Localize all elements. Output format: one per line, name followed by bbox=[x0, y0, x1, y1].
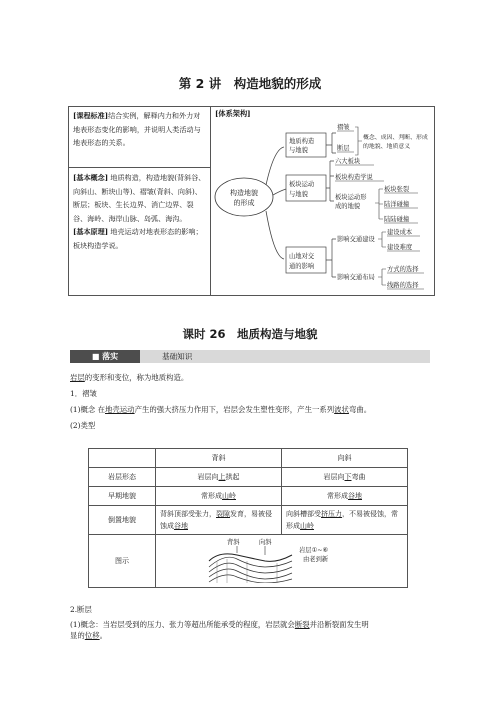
fold-diagram bbox=[207, 537, 357, 583]
p3-c: 显的 bbox=[70, 631, 85, 640]
p1-a: (1)概念 在 bbox=[70, 405, 105, 414]
table-cell: 岩层向上拱起 bbox=[156, 468, 282, 487]
table-cell: 常形成山岭 bbox=[156, 487, 282, 506]
section-tag: ■ 落实 bbox=[70, 350, 140, 363]
table-cell: 岩层形态 bbox=[89, 468, 156, 487]
table-cell: 岩层向下弯曲 bbox=[282, 468, 408, 487]
link-b1 bbox=[266, 147, 284, 185]
b2b: 板块构造学说 bbox=[335, 174, 373, 181]
table-header-anticline: 背斜 bbox=[156, 449, 282, 468]
b3b1: 方式的选择 bbox=[387, 266, 419, 273]
p3-d: 。 bbox=[99, 631, 107, 640]
fig-syncline: 向斜 bbox=[258, 539, 272, 546]
intro-paragraph bbox=[70, 372, 188, 383]
fig-old-to-new: 由老到新 bbox=[302, 556, 328, 563]
table-row bbox=[89, 506, 408, 535]
section-bar bbox=[70, 350, 430, 363]
b1note-1: 概念、成因、判断、形成 bbox=[363, 135, 428, 141]
b2c3: 陆陆碰撞 bbox=[384, 216, 410, 223]
fold-diagram-cell bbox=[156, 535, 408, 588]
table-row bbox=[89, 535, 408, 588]
link-b3 bbox=[266, 211, 284, 259]
table-cell: 向斜槽部受挤压力，不易被侵蚀，常形成山岭 bbox=[282, 506, 408, 535]
concept-text: 地质构造，构造地貌(背斜谷、向斜山、断块山等)、褶皱(背斜、向斜)、断层；板块、生长边界、消亡边界、裂谷、海岭、海岸山脉、岛弧、海沟。 bbox=[73, 173, 206, 223]
link-b2 bbox=[273, 189, 286, 195]
b1note-2: 的地貌、地质意义 bbox=[363, 144, 411, 150]
center-node bbox=[215, 178, 273, 216]
p1-u2: 波状 bbox=[334, 405, 349, 414]
intro-text: 的变形和变位，称为地质构造。 bbox=[84, 373, 189, 382]
b3-line-2: 通的影响 bbox=[289, 263, 315, 270]
fold-types-heading: (2)类型 bbox=[70, 421, 96, 430]
standard-text: 结合实例，解释内力和外力对地表形态变化的影响，并说明人类活动与地表形态的关系。 bbox=[73, 111, 201, 148]
fig-anticline: 背斜 bbox=[226, 539, 240, 546]
concept-label: [基本概念] bbox=[73, 173, 109, 182]
principle-label: [基本原理] bbox=[73, 227, 109, 237]
heading-folds: 1．褶皱 bbox=[70, 389, 97, 398]
intro-underlined: 岩层 bbox=[70, 373, 85, 382]
table-cell: 常形成谷地 bbox=[282, 487, 408, 506]
principle-text: 地壳运动对地表形态的影响；板块构造学说。 bbox=[73, 227, 203, 250]
table-cell: 图示 bbox=[89, 535, 156, 588]
b3a: 影响交通建设 bbox=[337, 236, 375, 243]
b2-line-2: 与地貌 bbox=[289, 191, 308, 198]
p1-b: 产生的强大挤压力作用下，岩层会发生塑性变形，产生一系列 bbox=[134, 405, 335, 414]
curriculum-standard bbox=[69, 107, 210, 167]
p1-c: 弯曲。 bbox=[348, 405, 372, 414]
table-header-syncline: 向斜 bbox=[282, 449, 408, 468]
b3b: 影响交通布局 bbox=[337, 274, 375, 281]
table-cell bbox=[89, 449, 156, 468]
b1b: 断层 bbox=[337, 145, 350, 152]
b2-line-1: 板块运动 bbox=[289, 181, 315, 188]
table-cell: 倒置地貌 bbox=[89, 506, 156, 535]
basic-concepts bbox=[69, 169, 210, 255]
heading-faults: 2.断层 bbox=[70, 605, 92, 614]
b1a: 褶皱 bbox=[337, 124, 350, 131]
table-row bbox=[89, 487, 408, 506]
b3b2: 线路的选择 bbox=[387, 282, 419, 289]
b1-line-1: 地质构造 bbox=[289, 138, 315, 145]
b3-line-1: 山地对交 bbox=[289, 253, 315, 260]
fig-layers: 岩层①~⑥ bbox=[298, 547, 328, 554]
outline-left-column bbox=[69, 107, 211, 295]
divider bbox=[69, 167, 210, 168]
outline-box bbox=[68, 106, 435, 296]
section-subtitle: 基础知识 bbox=[162, 352, 193, 361]
fault-concept bbox=[70, 619, 432, 641]
concept-map bbox=[214, 119, 433, 294]
p3-b: 并沿断裂面发生明 bbox=[309, 620, 369, 629]
page-title: 第 2 讲 构造地貌的形成 bbox=[178, 76, 322, 91]
center-line-1: 构造地貌 bbox=[230, 189, 258, 197]
p1-u1: 地壳运动 bbox=[105, 405, 135, 414]
table-row bbox=[89, 468, 408, 487]
b2c-2: 成的地貌 bbox=[335, 203, 361, 210]
b3a2: 建设难度 bbox=[387, 244, 413, 251]
p3-a: (1)概念：当岩层受到的压力、张力等超出所能承受的程度，岩层就会 bbox=[70, 620, 295, 629]
b3a1: 建设成本 bbox=[387, 229, 413, 236]
b2a: 六大板块 bbox=[335, 158, 361, 165]
table-cell: 早期地貌 bbox=[89, 487, 156, 506]
p3-u2: 位移 bbox=[84, 631, 100, 640]
b2c-1: 板块运动形 bbox=[335, 194, 367, 201]
lesson-title: 课时 26 地质构造与地貌 bbox=[182, 327, 318, 341]
b2c1: 板块张裂 bbox=[384, 186, 410, 193]
p3-u1: 断裂 bbox=[294, 620, 310, 629]
standard-label: [课程标准] bbox=[73, 111, 109, 120]
b2c2: 陆洋碰撞 bbox=[384, 201, 410, 208]
concept-map-label: [体系架构] bbox=[215, 109, 251, 118]
fold-table bbox=[88, 448, 408, 588]
table-cell: 背斜顶部受张力，裂隙发育，易被侵蚀成谷地 bbox=[156, 506, 282, 535]
table-row bbox=[89, 449, 408, 468]
b1-line-2: 与地貌 bbox=[289, 147, 308, 154]
fold-concept bbox=[70, 404, 432, 415]
center-line-2: 的形成 bbox=[233, 199, 255, 207]
